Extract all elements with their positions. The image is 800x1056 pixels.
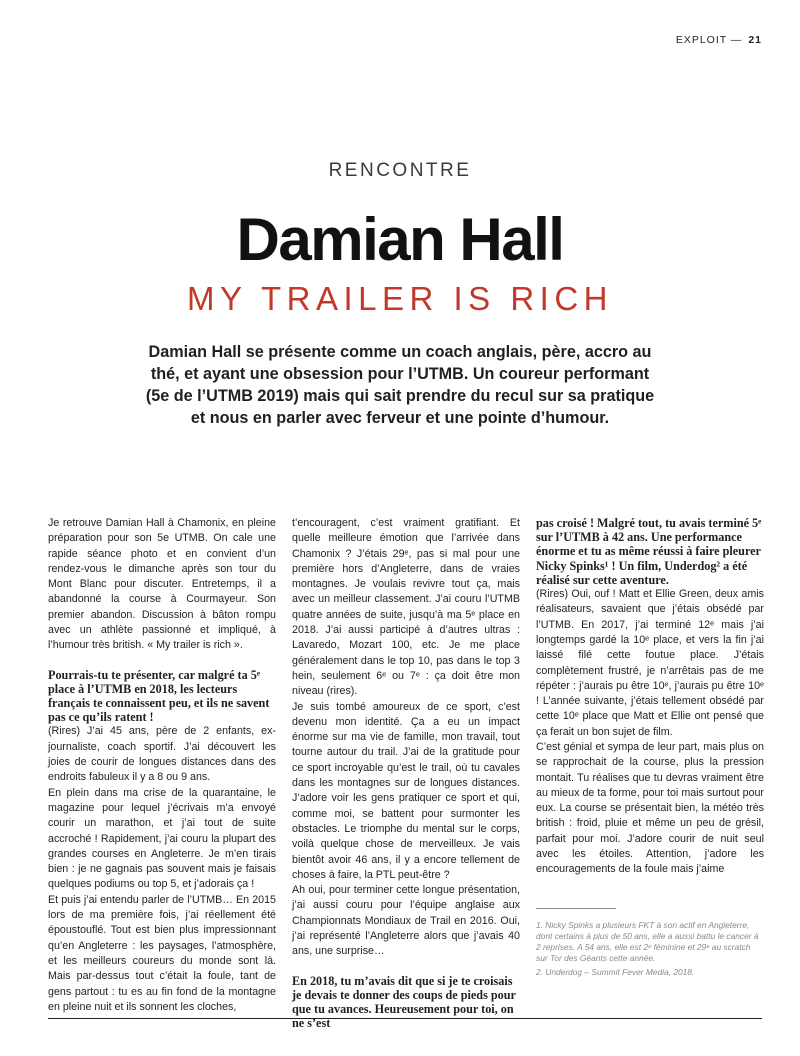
footnote: 2. Underdog – Summit Fever Media, 2018. (536, 967, 695, 977)
page-number: 21 (748, 34, 762, 46)
running-header (676, 34, 762, 46)
paragraph: (Rires) J’ai 45 ans, père de 2 enfants, ex-journaliste, coach sportif. J’ai découvert les joies de courir de longues distances dans des endroits fabuleux il y a 8 ou 9 ans. (48, 725, 276, 784)
paragraph: Je suis tombé amoureux de ce sport, c’est devenu mon identité. Ça a eu un impact énorme sur ma vie de famille, mon travail, tout tourne autour du trail. J’ai de la gratitude pour ce sport incroyable qu’est le trail, où tu cavales dans les montagnes sur de longues distances. J’adore voir les gens pratiquer ce sport et qui, comme moi, se battent pour surmonter les obstacles. Le triomphe du mental sur le corps, voilà quelque chose de merveilleux. Je vais bientôt avoir 46 ans, il y a encore tellement de choses à faire, la PTL peut-être ? (292, 700, 520, 881)
footnote-separator (536, 908, 616, 909)
article-title: Damian Hall (236, 206, 564, 273)
paragraph: C’est génial et sympa de leur part, mais plus on se rapprochait de la course, plus la pression montait. Tu réalises que tu devras vraiment être au mieux de ta forme, pour toi mais surtout pour eux. La course se présentait bien, la météo très british : froid, pluie et même un peu de grésil, parfait pour moi. J’adore courir de nuit seul avec les étoiles. Attention, j’adore les encouragements de la foule mais j’aime (536, 740, 764, 876)
paragraph: (Rires) Oui, ouf ! Matt et Ellie Green, deux amis réalisateurs, savaient que j’étais obsédé par l’UTMB. En 2017, j’ai terminé 12ᵉ mais j’ai longtemps gardé la 10ᵉ place, et vers la fin j’ai laissé filé cette foutue place. J’étais complètement frustré, je n’arrêtais pas de me répéter : j’aurais pu être 10ᵉ, j’aurais pu être 10ᵉ ! L’année suivante, j’étais tellement obsédé par cette 10ᵉ place que Matt et Ellie ont pensé que ça ferait un bon sujet de film. (536, 588, 764, 738)
section-label: EXPLOIT — (675, 34, 743, 46)
column-3 (536, 516, 764, 878)
column-1 (48, 516, 276, 1015)
footnotes (536, 920, 764, 981)
bottom-rule (48, 1018, 762, 1019)
paragraph: En plein dans ma crise de la quarantaine, le magazine pour lequel j’écrivais m’a envoyé courir un marathon, et j’ai tout de suite accroché ! Rapidement, j’ai couru la plupart des grandes courses en Angleterre. Je m’en tirais bien : je ne gagnais pas souvent mais je faisais quelques podiums ou top 5, et j’adorais ça ! (48, 786, 276, 891)
paragraph: Et puis j’ai entendu parler de l’UTMB… En 2015 lors de ma première fois, j’ai réellement été époustouflé. Tout est bien plus impressionnant qu’en Angleterre : les paysages, l’atmosphère, et les meilleurs coureurs du monde sont là. Mais par-dessus tout c’était la foule, tant de gens partout : tu es au fin fond de la montagne en pleine nuit et ils sonnent les cloches, (48, 893, 276, 1013)
interview-question: En 2018, tu m’avais dit que si je te croisais je devais te donner des coups de pieds pour que tu avances. Heureusement pour toi, on ne s’est (292, 973, 516, 1031)
footnote: 1. Nicky Spinks a plusieurs FKT à son actif en Angleterre, dont certains à plus de 50 ans, elle a aussi battu le cancer à 2 reprises. A 54 ans, elle est 2ᵉ féminine et 29ᵉ au scratch sur Tor des Géants cette année. (536, 920, 759, 963)
article-intro: Damian Hall se présente comme un coach anglais, père, accro au thé, et ayant une obsession pour l’UTMB. Un coureur performant (5e de l’UTMB 2019) mais qui sait prendre du recul sur sa pratique et nous en parler avec ferveur et une pointe d’humour. (145, 343, 655, 427)
paragraph: t’encouragent, c’est vraiment gratifiant. Et quelle meilleure émotion que l’arrivée dans Chamonix ? J’étais 29ᵉ, pas si mal pour une première hors d’Angleterre, dans de vraies montagnes. Je voulais revivre tout ça, mais avec un meilleur classement. J’ai couru l’UTMB quatre années de suite, jusqu’à ma 5ᵉ place en 2018. J’ai aussi participé à d’autres ultras : Lavaredo, Mozart 100, etc. Je me place généralement dans le top 10, pas dans le top 3 hein, seulement 6ᵉ ou 7ᵉ : ça doit être mon niveau (rires). (292, 517, 520, 698)
interview-question: pas croisé ! Malgré tout, tu avais terminé 5ᵉ sur l’UTMB à 42 ans. Une performance énorme et tu as même réussi à faire pleurer Nicky Spinks¹ ! Un film, Underdog² a été réalisé sur cette aventure. (536, 516, 762, 587)
column-2 (292, 516, 520, 1030)
article-subtitle: MY TRAILER IS RICH (186, 280, 614, 317)
article-kicker: RENCONTRE (328, 160, 472, 181)
paragraph: Je retrouve Damian Hall à Chamonix, en pleine préparation pour son 5e UTMB. On cale une rapide séance photo et en convient d’un rendez-vous le dimanche après son tour du Mont Blanc pour discuter. Entretemps, il a abandonné la course à Courmayeur. Son premier abandon. Discussion à bâton rompu avec un athlète passionné et impliqué, à l’humour très british. « My trailer is rich ». (48, 517, 276, 652)
paragraph: Ah oui, pour terminer cette longue présentation, j’ai aussi couru pour l’équipe anglaise aux Championnats Mondiaux de Trail en 2016. Oui, j’ai représenté l’Angleterre alors que j’avais 40 ans, une surprise… (292, 884, 520, 958)
interview-question: Pourrais-tu te présenter, car malgré ta 5ᵉ place à l’UTMB en 2018, les lecteurs français te connaissent peu, et ils ne savent pas ce qu’ils ratent ! (48, 667, 270, 725)
